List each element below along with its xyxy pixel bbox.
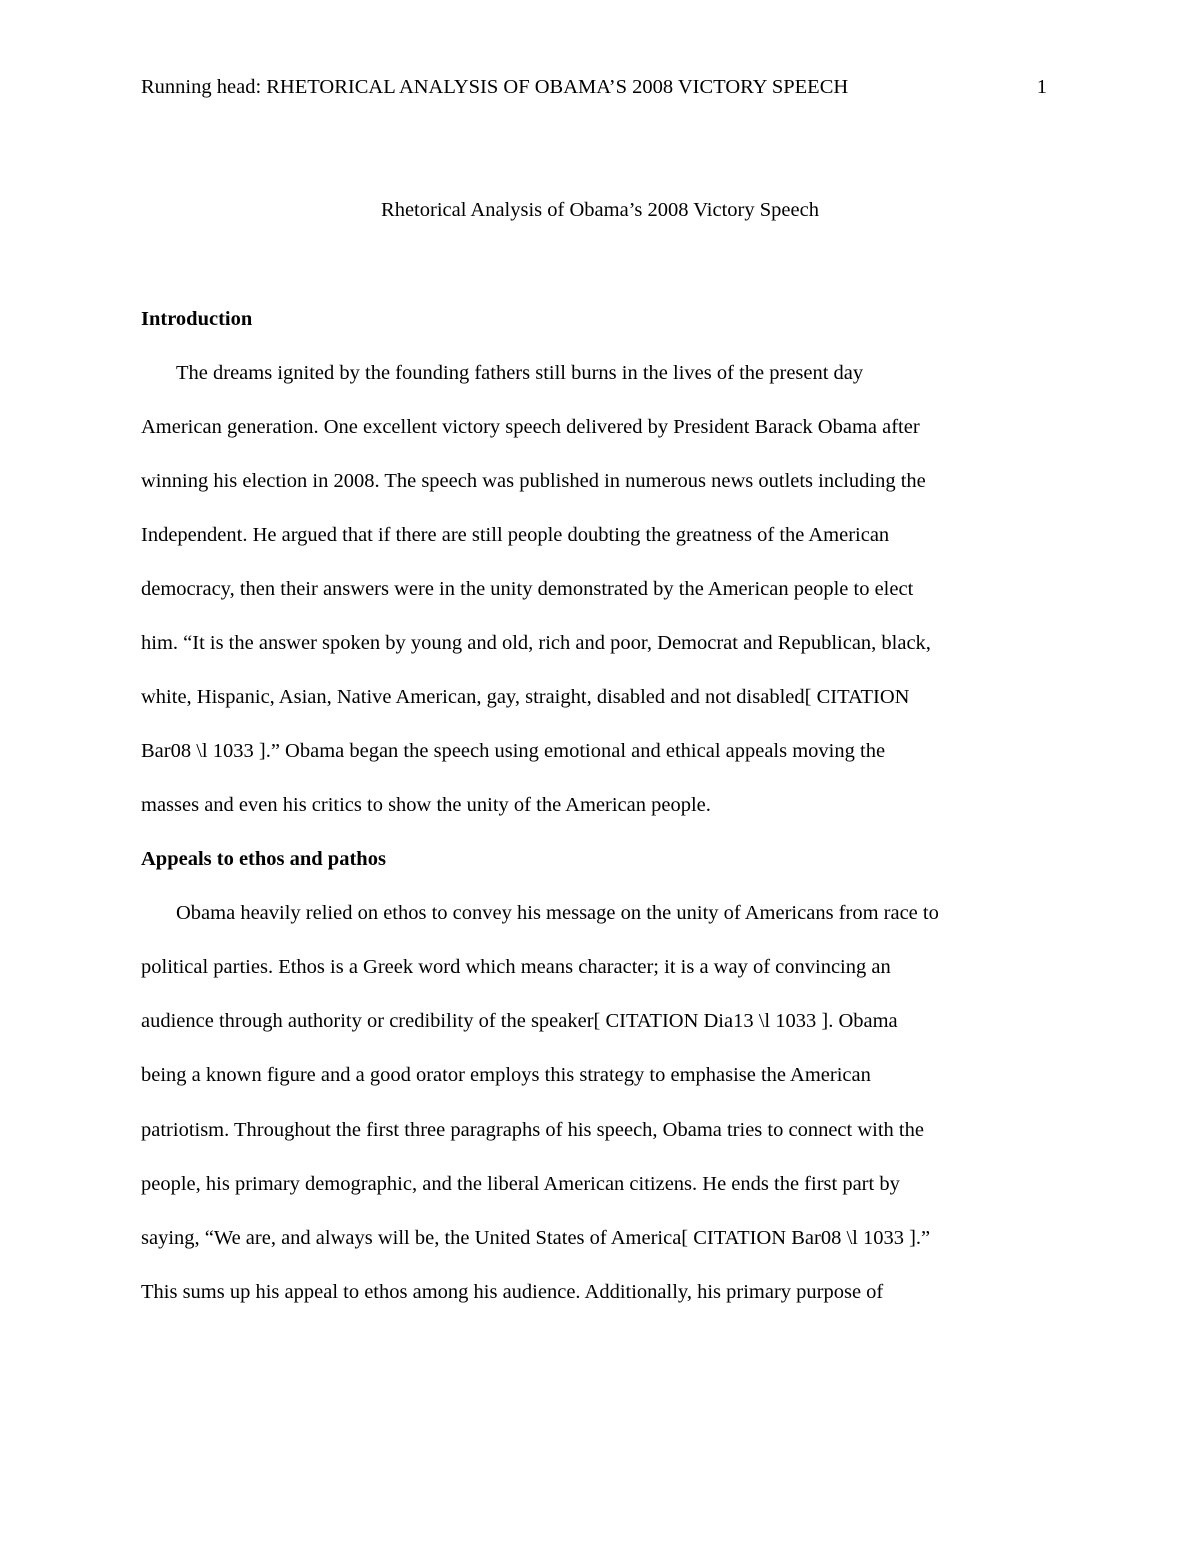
paragraph-line: The dreams ignited by the founding fathers still burns in the lives of the present day: [176, 362, 864, 384]
paragraph-line: Bar08 \l 1033 ].” Obama began the speech using emotional and ethical appeals moving the: [141, 740, 886, 762]
paragraph-line: being a known figure and a good orator employs this strategy to emphasise the American: [141, 1064, 871, 1086]
paragraph-line: white, Hispanic, Asian, Native American, gay, straight, disabled and not disabled[ CITATION: [141, 686, 910, 708]
paragraph-line: This sums up his appeal to ethos among his audience. Additionally, his primary purpose of: [141, 1281, 884, 1303]
paragraph-line: democracy, then their answers were in the unity demonstrated by the American people to elect: [141, 578, 914, 600]
paragraph-line: American generation. One excellent victory speech delivered by President Barack Obama after: [141, 416, 920, 438]
running-head: Running head: RHETORICAL ANALYSIS OF OBAMA’S 2008 VICTORY SPEECH: [141, 76, 849, 98]
section-heading-appeals: Appeals to ethos and pathos: [141, 848, 386, 870]
paragraph-line: Obama heavily relied on ethos to convey his message on the unity of Americans from race to: [176, 902, 939, 924]
paragraph-line: political parties. Ethos is a Greek word which means character; it is a way of convincing an: [141, 956, 891, 978]
page-number: 1: [1036, 76, 1047, 98]
paragraph-line: masses and even his critics to show the unity of the American people.: [141, 794, 711, 816]
section-heading-introduction: Introduction: [141, 308, 253, 330]
paragraph-line: him. “It is the answer spoken by young and old, rich and poor, Democrat and Republican, black,: [141, 632, 931, 654]
paragraph-line: audience through authority or credibility of the speaker[ CITATION Dia13 \l 1033 ]. Obama: [141, 1010, 898, 1032]
paragraph-line: patriotism. Throughout the first three paragraphs of his speech, Obama tries to connect with the: [141, 1119, 924, 1141]
paragraph-line: winning his election in 2008. The speech was published in numerous news outlets including the: [141, 470, 926, 492]
page-header: [141, 74, 1047, 100]
paragraph-line: saying, “We are, and always will be, the United States of America[ CITATION Bar08 \l 1033 ].”: [141, 1227, 931, 1249]
paragraph-line: people, his primary demographic, and the liberal American citizens. He ends the first part by: [141, 1173, 900, 1195]
paragraph-line: Independent. He argued that if there are still people doubting the greatness of the American: [141, 524, 890, 546]
document-title: Rhetorical Analysis of Obama’s 2008 Victory Speech: [381, 199, 819, 221]
